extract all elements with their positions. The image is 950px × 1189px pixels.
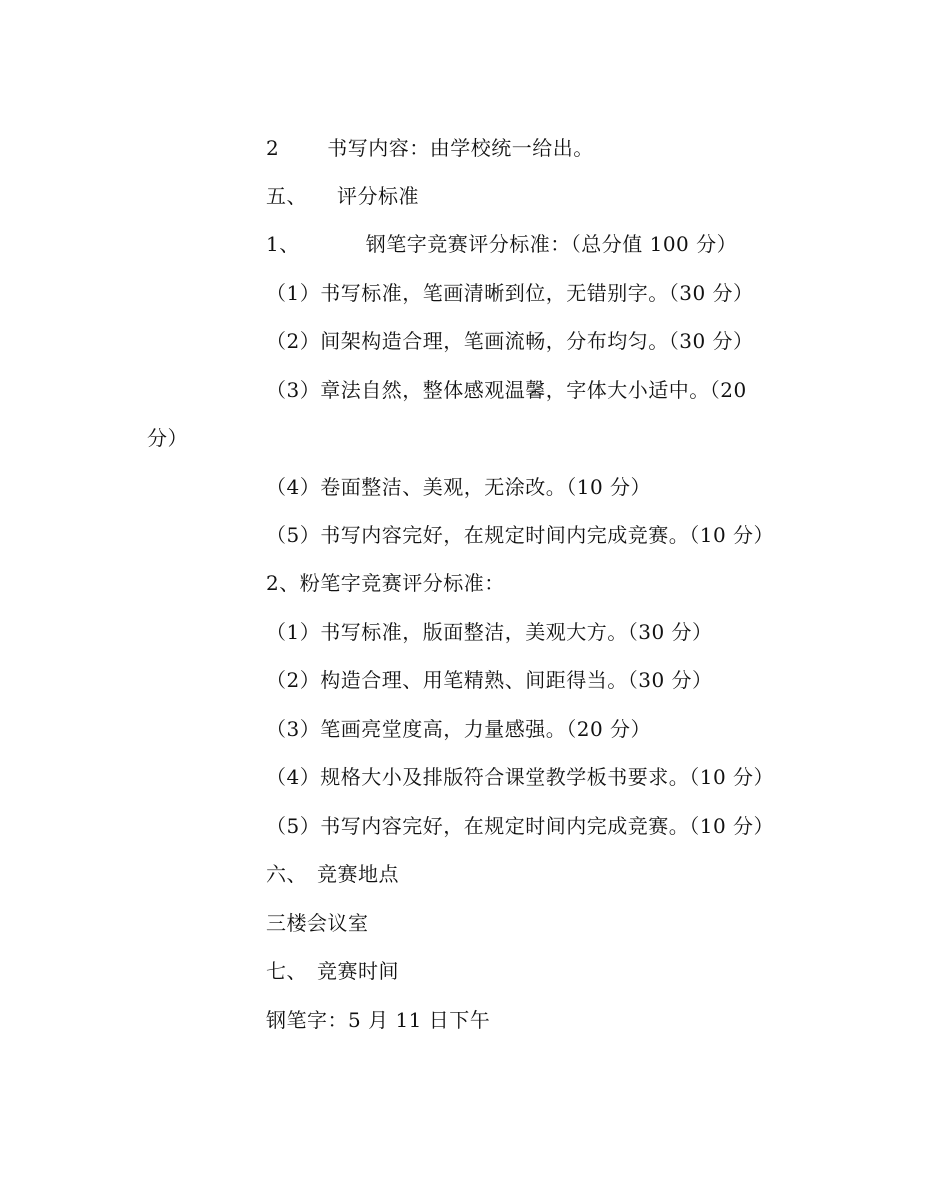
section-heading-7: [266, 958, 399, 984]
subsection-heading-2: 2、粉笔字竞赛评分标准：: [266, 571, 505, 595]
content-line-1: [266, 135, 594, 161]
criterion-item-continuation: 分）: [147, 426, 188, 450]
subsection-heading-1: [266, 231, 737, 257]
time-text: 钢笔字：5 月 11 日下午: [266, 1008, 491, 1032]
list-number: 2: [266, 136, 280, 160]
line-text: 书写内容：由学校统一给出。: [327, 136, 594, 160]
subsection-number: 1、: [266, 232, 300, 256]
criterion-item: （1）书写标准，笔画清晰到位，无错别字。（30 分）: [266, 281, 754, 305]
criterion-item: （5）书写内容完好，在规定时间内完成竞赛。（10 分）: [266, 523, 775, 547]
section-number: 五、: [266, 184, 307, 208]
section-title: 竞赛时间: [317, 959, 399, 983]
criterion-item: （3）章法自然，整体感观温馨，字体大小适中。（20: [266, 378, 747, 402]
subsection-title: 钢笔字竞赛评分标准：（总分值 100 分）: [365, 232, 738, 256]
criterion-item: （4）卷面整洁、美观，无涂改。（10 分）: [266, 475, 652, 499]
criterion-item: （2）构造合理、用笔精熟、间距得当。（30 分）: [266, 668, 713, 692]
section-number: 七、: [266, 959, 307, 983]
criterion-item: （1）书写标准，版面整洁，美观大方。（30 分）: [266, 620, 713, 644]
section-title: 竞赛地点: [317, 862, 399, 886]
criterion-item: （2）间架构造合理，笔画流畅，分布均匀。（30 分）: [266, 329, 754, 353]
section-title: 评分标准: [337, 184, 419, 208]
criterion-item: （4）规格大小及排版符合课堂教学板书要求。（10 分）: [266, 765, 775, 789]
section-heading-6: [266, 861, 399, 887]
criterion-item: （5）书写内容完好，在规定时间内完成竞赛。（10 分）: [266, 814, 775, 838]
section-number: 六、: [266, 862, 307, 886]
criterion-item: （3）笔画亮堂度高，力量感强。（20 分）: [266, 717, 652, 741]
section-heading-5: [266, 183, 419, 209]
location-text: 三楼会议室: [266, 911, 369, 935]
